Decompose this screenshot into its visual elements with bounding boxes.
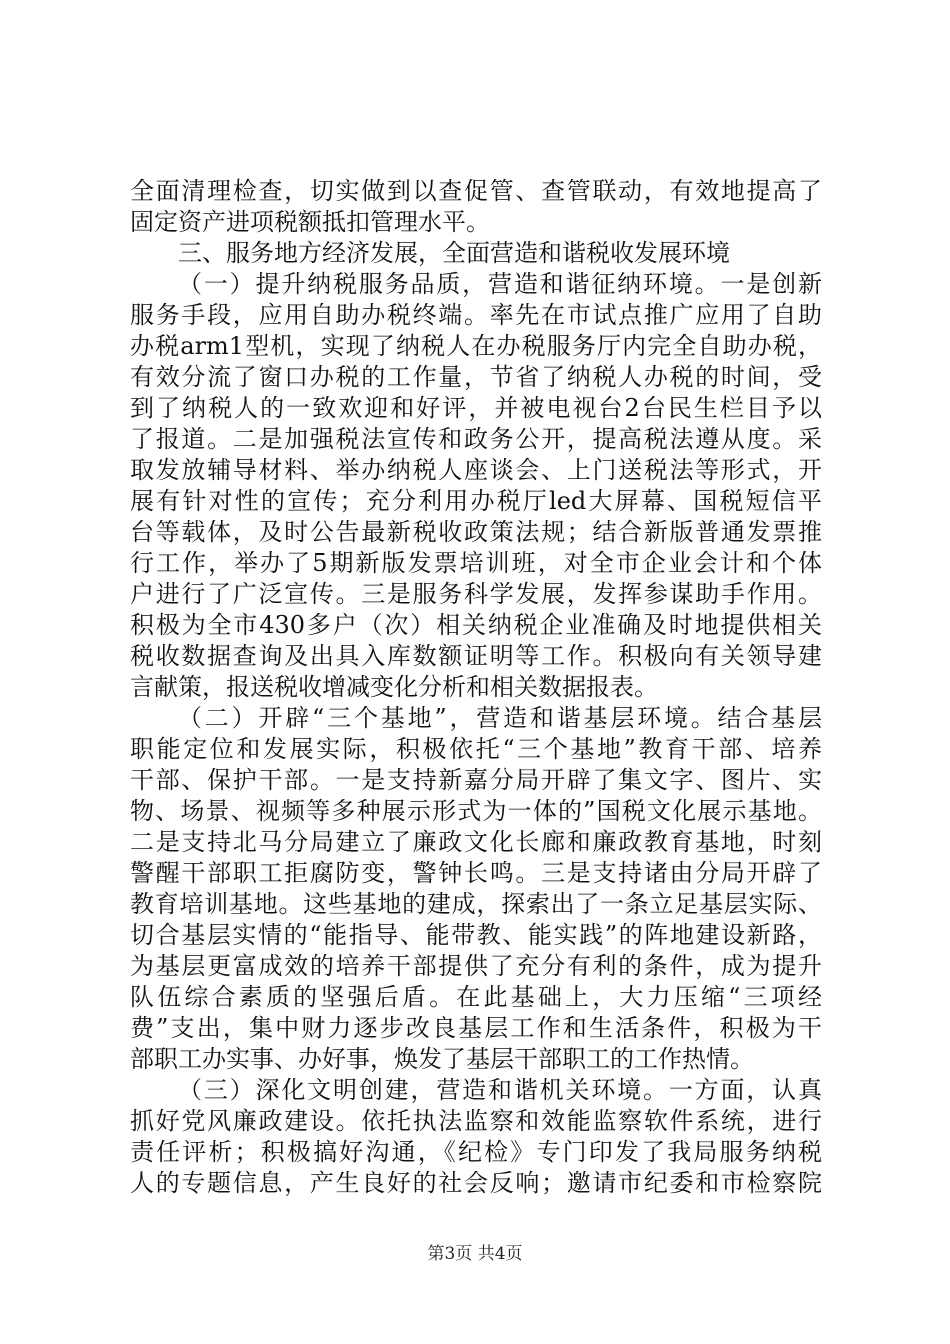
text-line: 户进行了广泛宣传。三是服务科学发展，发挥参谋助手作用。 [130, 580, 822, 608]
text-line: 到了纳税人的一致欢迎和好评，并被电视台2台民生栏目予以 [130, 394, 822, 422]
text-line: 职能定位和发展实际，积极依托“三个基地”教育干部、培养 [130, 735, 822, 763]
text-line: 为基层更富成效的培养干部提供了充分有利的条件，成为提升 [130, 952, 822, 980]
text-line: 干部、保护干部。一是支持新嘉分局开辟了集文字、图片、实 [130, 766, 822, 794]
text-line: （三）深化文明创建，营造和谐机关环境。一方面，认真 [178, 1076, 822, 1104]
text-line: 费”支出，集中财力逐步改良基层工作和生活条件，积极为干 [130, 1014, 822, 1042]
text-line: 二是支持北马分局建立了廉政文化长廊和廉政教育基地，时刻 [130, 828, 822, 856]
text-line: 税收数据查询及出具入库数额证明等工作。积极向有关领导建 [130, 642, 822, 670]
text-line: 教育培训基地。这些基地的建成，探索出了一条立足基层实际、 [130, 890, 822, 918]
text-line: 切合基层实情的“能指导、能带教、能实践”的阵地建设新路， [130, 921, 822, 949]
text-line: 行工作，举办了5期新版发票培训班，对全市企业会计和个体 [130, 549, 822, 577]
text-line: 抓好党风廉政建设。依托执法监察和效能监察软件系统，进行 [130, 1107, 822, 1135]
text-line: 积极为全市430多户（次）相关纳税企业准确及时地提供相关 [130, 611, 822, 639]
text-line: 部职工办实事、办好事，焕发了基层干部职工的工作热情。 [130, 1045, 754, 1073]
text-line: 责任评析；积极搞好沟通，《纪检》专门印发了我局服务纳税 [130, 1138, 822, 1166]
text-line: 固定资产进项税额抵扣管理水平。 [130, 208, 490, 236]
text-line: 队伍综合素质的坚强后盾。在此基础上，大力压缩“三项经 [130, 983, 822, 1011]
page-number-footer: 第3页 共4页 [427, 1244, 523, 1264]
text-line: 人的专题信息，产生良好的社会反响；邀请市纪委和市检察院 [130, 1169, 822, 1197]
text-line: 全面清理检查，切实做到以查促管、查管联动，有效地提高了 [130, 177, 822, 205]
document-body [130, 176, 822, 1199]
text-line: 服务手段，应用自助办税终端。率先在市试点推广应用了自助 [130, 301, 822, 329]
text-line: 警醒干部职工拒腐防变，警钟长鸣。三是支持诸由分局开辟了 [130, 859, 822, 887]
text-line: 台等载体，及时公告最新税收政策法规；结合新版普通发票推 [130, 518, 822, 546]
text-line: 有效分流了窗口办税的工作量，节省了纳税人办税的时间，受 [130, 363, 822, 391]
text-line: 了报道。二是加强税法宣传和政务公开，提高税法遵从度。采 [130, 425, 822, 453]
text-line: 办税arm1型机，实现了纳税人在办税服务厅内完全自助办税， [130, 332, 822, 360]
text-line: 物、场景、视频等多种展示形式为一体的”国税文化展示基地。 [130, 797, 822, 825]
text-line: （二）开辟“三个基地”，营造和谐基层环境。结合基层 [178, 704, 822, 732]
text-line: 展有针对性的宣传；充分利用办税厅led大屏幕、国税短信平 [130, 487, 822, 515]
section-heading: 三、服务地方经济发展，全面营造和谐税收发展环境 [178, 239, 730, 267]
text-line: 言献策，报送税收增减变化分析和相关数据报表。 [130, 673, 658, 701]
text-line: 取发放辅导材料、举办纳税人座谈会、上门送税法等形式，开 [130, 456, 822, 484]
text-line: （一）提升纳税服务品质，营造和谐征纳环境。一是创新 [178, 270, 822, 298]
